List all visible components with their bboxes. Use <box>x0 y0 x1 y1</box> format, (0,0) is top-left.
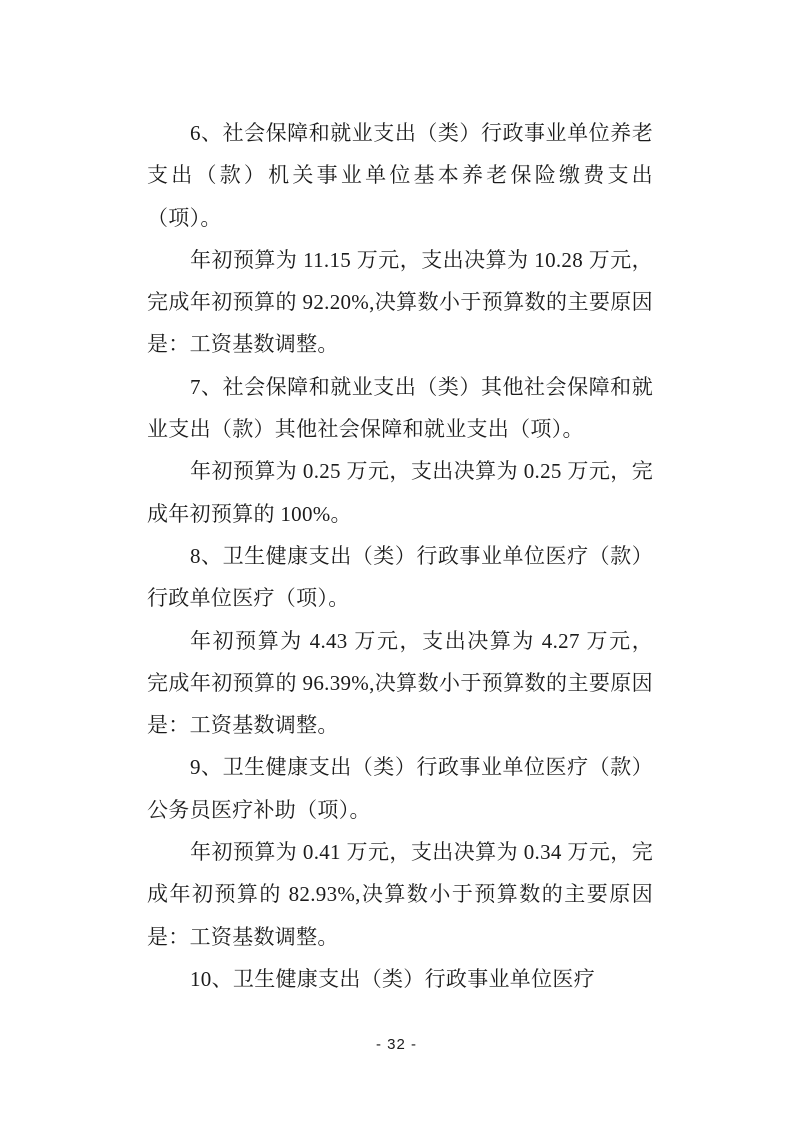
paragraph <box>147 831 653 958</box>
text-line: 支出（款）机关事业单位基本养老保险缴费支出 <box>147 163 653 188</box>
text-line: 是：工资基数调整。 <box>147 924 339 949</box>
text-line: 9、卫生健康支出（类）行政事业单位医疗（款） <box>190 755 653 780</box>
paragraph <box>147 620 653 747</box>
text-line: 公务员医疗补助（项）。 <box>147 797 371 822</box>
paragraph <box>147 746 653 831</box>
page-number: - 32 - <box>375 1036 417 1053</box>
text-line: 行政单位医疗（项）。 <box>147 586 350 611</box>
text-line: 年初预算为 0.25 万元，支出决算为 0.25 万元，完 <box>190 459 653 484</box>
text-line: 8、卫生健康支出（类）行政事业单位医疗（款） <box>190 543 653 568</box>
text-line: 10、卫生健康支出（类）行政事业单位医疗 <box>190 966 595 991</box>
paragraph <box>147 450 653 535</box>
text-line: 6、社会保障和就业支出（类）行政事业单位养老 <box>190 121 653 145</box>
text-line: 7、社会保障和就业支出（类）其他社会保障和就 <box>190 374 653 399</box>
text-line: 成年初预算的 100%。 <box>147 501 352 526</box>
page-footer <box>0 1034 793 1056</box>
text-line: 年初预算为 11.15 万元，支出决算为 10.28 万元， <box>190 247 653 272</box>
text-line: （项）。 <box>147 205 222 230</box>
text-line: 是：工资基数调整。 <box>147 332 339 357</box>
text-line: 是：工资基数调整。 <box>147 713 339 738</box>
text-line: 成年初预算的 82.93%,决算数小于预算数的主要原因 <box>147 882 653 907</box>
text-line: 完成年初预算的 92.20%,决算数小于预算数的主要原因 <box>147 290 653 315</box>
paragraph <box>147 112 653 239</box>
text-line: 年初预算为 0.41 万元，支出决算为 0.34 万元，完 <box>190 840 653 865</box>
text-line: 业支出（款）其他社会保障和就业支出（项）。 <box>147 417 584 442</box>
paragraph <box>147 958 653 1000</box>
paragraph <box>147 535 653 620</box>
text-line: 年初预算为 4.43 万元，支出决算为 4.27 万元， <box>190 628 653 653</box>
document-body <box>147 112 653 1000</box>
paragraph <box>147 366 653 451</box>
text-line: 完成年初预算的 96.39%,决算数小于预算数的主要原因 <box>147 670 653 695</box>
paragraph <box>147 239 653 366</box>
